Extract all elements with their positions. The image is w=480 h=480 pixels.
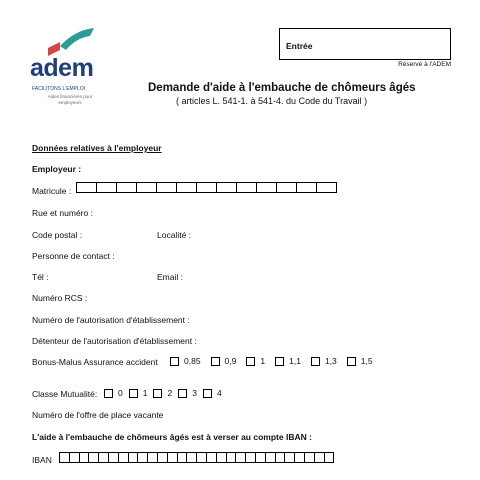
bonus-malus-option[interactable] [311, 356, 337, 366]
mutualite-option[interactable] [104, 388, 123, 398]
bonus-malus-checkbox[interactable] [275, 357, 284, 366]
bonus-malus-option-label: 0,85 [184, 356, 201, 366]
matricule-digit-box[interactable] [136, 182, 157, 193]
logo-tagline: FACILITONS L'EMPLOI [32, 86, 86, 92]
adem-logo [30, 28, 100, 128]
offre-label: Numéro de l'offre de place vacante [32, 410, 164, 420]
tel-label: Tél : [32, 272, 49, 282]
entree-box[interactable] [279, 28, 451, 60]
bonus-malus-options [170, 356, 383, 366]
reserved-note: Réservé à l'ADEM [398, 61, 451, 68]
iban-heading: L'aide à l'embauche de chômeurs âgés est à verser au compte IBAN : [32, 432, 312, 442]
mutualite-option-label: 2 [167, 388, 173, 398]
matricule-digit-box[interactable] [276, 182, 297, 193]
bonus-malus-checkbox[interactable] [211, 357, 220, 366]
page-subtitle: ( articles L. 541-1. à 541-4. du Code du Travail ) [176, 96, 368, 106]
iban-label: IBAN [32, 455, 52, 465]
mutualite-checkbox[interactable] [153, 389, 162, 398]
bonus-malus-option[interactable] [275, 356, 301, 366]
mutualite-checkbox[interactable] [129, 389, 138, 398]
matricule-boxes[interactable] [77, 182, 337, 193]
mutualite-checkbox[interactable] [104, 389, 113, 398]
bonus-malus-option[interactable] [347, 356, 373, 366]
rue-label: Rue et numéro : [32, 208, 93, 218]
matricule-digit-box[interactable] [296, 182, 317, 193]
email-label: Email : [157, 272, 183, 282]
bonus-malus-option[interactable] [170, 356, 201, 366]
bonus-malus-checkbox[interactable] [311, 357, 320, 366]
matricule-digit-box[interactable] [176, 182, 197, 193]
matricule-digit-box[interactable] [76, 182, 97, 193]
bonus-malus-checkbox[interactable] [347, 357, 356, 366]
logo-subtext: Aides financières pour employeurs [47, 94, 93, 105]
contact-label: Personne de contact : [32, 251, 115, 261]
detenteur-label: Détenteur de l'autorisation d'établissement : [32, 336, 197, 346]
matricule-digit-box[interactable] [96, 182, 117, 193]
mutualite-checkbox[interactable] [178, 389, 187, 398]
employer-heading: Employeur : [32, 164, 82, 174]
mutualite-option-label: 3 [192, 388, 197, 398]
mutualite-option[interactable] [178, 388, 197, 398]
code-postal-label: Code postal : [32, 230, 83, 240]
entree-label: Entrée [286, 41, 313, 51]
bonus-malus-option[interactable] [246, 356, 265, 366]
mutualite-option[interactable] [203, 388, 222, 398]
matricule-digit-box[interactable] [196, 182, 217, 193]
rcs-label: Numéro RCS : [32, 293, 88, 303]
mutualite-options [104, 388, 228, 398]
iban-boxes[interactable] [60, 452, 334, 463]
mutualite-option[interactable] [153, 388, 172, 398]
mutualite-option[interactable] [129, 388, 148, 398]
autorisation-label: Numéro de l'autorisation d'établissement : [32, 315, 190, 325]
bonus-malus-option-label: 1,3 [324, 356, 337, 366]
iban-char-box[interactable] [324, 452, 335, 463]
bonus-malus-label: Bonus-Malus Assurance accident [32, 357, 158, 367]
bonus-malus-option-label: 0,9 [224, 356, 237, 366]
bonus-malus-option-label: 1 [260, 356, 266, 366]
matricule-digit-box[interactable] [216, 182, 237, 193]
bonus-malus-checkbox[interactable] [170, 357, 179, 366]
section-title: Données relatives à l'employeur [32, 143, 162, 153]
logo-brand-text: adem [30, 54, 94, 82]
mutualite-option-label: 1 [142, 388, 148, 398]
mutualite-label: Classe Mutualité: [32, 389, 98, 399]
bonus-malus-option[interactable] [211, 356, 237, 366]
mutualite-checkbox[interactable] [203, 389, 212, 398]
bonus-malus-option-label: 1,5 [360, 356, 373, 366]
matricule-label: Matricule : [32, 186, 72, 196]
matricule-digit-box[interactable] [236, 182, 257, 193]
matricule-digit-box[interactable] [116, 182, 137, 193]
matricule-digit-box[interactable] [156, 182, 177, 193]
mutualite-option-label: 4 [216, 388, 222, 398]
matricule-digit-box[interactable] [316, 182, 337, 193]
bonus-malus-checkbox[interactable] [246, 357, 255, 366]
page-title: Demande d'aide à l'embauche de chômeurs âgés [148, 82, 416, 94]
bonus-malus-option-label: 1,1 [289, 356, 301, 366]
localite-label: Localité : [157, 230, 192, 240]
mutualite-option-label: 0 [118, 388, 123, 398]
matricule-digit-box[interactable] [256, 182, 277, 193]
